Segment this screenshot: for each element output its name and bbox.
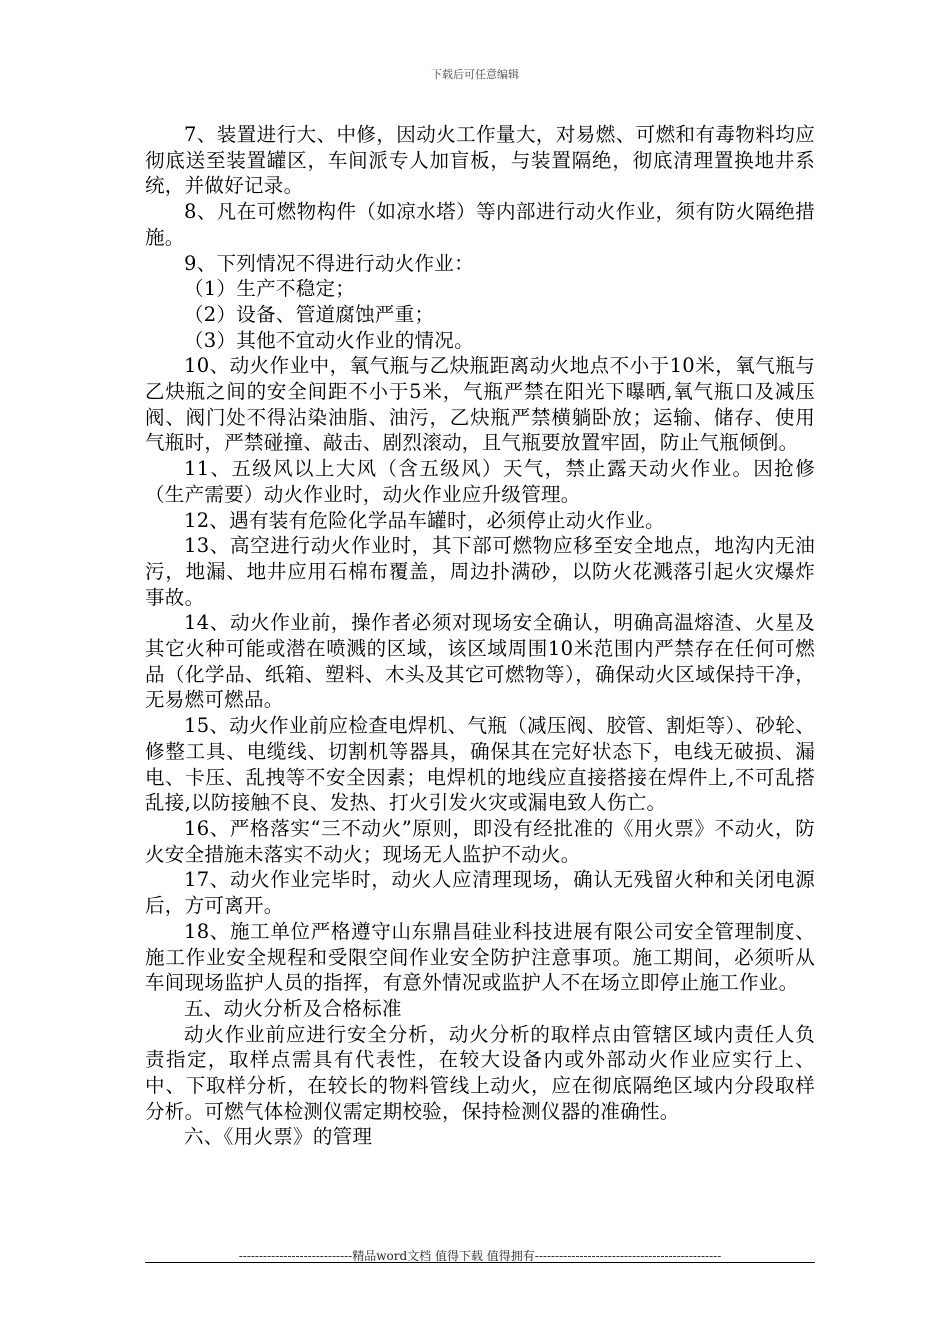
paragraph-item-16: 16、严格落实“三不动火”原则，即没有经批准的《用火票》不动火，防火安全措施未落实不动火；现场无人监护不动火。 bbox=[145, 816, 815, 866]
page-footer: ----------------------------精品word文档 值得下载 值得拥有---------------------------------------------- bbox=[238, 1249, 722, 1263]
paragraph-item-13: 13、高空进行动火作业时，其下部可燃物应移至安全地点，地沟内无油污，地漏、地井应用石棉布覆盖，周边扑满砂，以防火花溅落引起火灾爆炸事故。 bbox=[145, 534, 815, 609]
footer-divider bbox=[145, 1262, 815, 1263]
paragraph-item-18: 18、施工单位严格遵守山东鼎昌硅业科技进展有限公司安全管理制度、施工作业安全规程和受限空间作业安全防护注意事项。施工期间，必须听从车间现场监护人员的指挥，有意外情况或监护人不在场立即停止施工作业。 bbox=[145, 919, 815, 995]
paragraph-item-11: 11、五级风以上大风（含五级风）天气，禁止露天动火作业。因抢修（生产需要）动火作业时，动火作业应升级管理。 bbox=[145, 457, 815, 506]
paragraph-item-17: 17、动火作业完毕时，动火人应清理现场，确认无残留火种和关闭电源后，方可离开。 bbox=[145, 868, 815, 918]
paragraph-item-14: 14、动火作业前，操作者必须对现场安全确认，明确高温熔渣、火星及其它火种可能或潜在喷溅的区域，该区域周围10米范围内严禁存在任何可燃品（化学品、纸箱、塑料、木头及其它可燃物等），确保动火区域保持干净，无易燃可燃品。 bbox=[145, 611, 815, 712]
sub-item-2: （2）设备、管道腐蚀严重； bbox=[184, 302, 435, 326]
paragraph-item-10: 10、动火作业中，氧气瓶与乙炔瓶距离动火地点不小于10米，氧气瓶与乙炔瓶之间的安全间距不小于5米，气瓶严禁在阳光下曝晒,氧气瓶口及减压阀、阀门处不得沾染油脂、油污，乙炔瓶严禁横躺卧放；运输、储存、使用气瓶时，严禁碰撞、敲击、剧烈滚动，且气瓶要放置牢固，防止气瓶倾倒。 bbox=[145, 354, 815, 455]
page-header: 下载后可任意编辑 bbox=[431, 68, 519, 81]
section-heading-6: 六、《用火票》的管理 bbox=[184, 1125, 373, 1149]
paragraph-item-9: 9、下列情况不得进行动火作业： bbox=[184, 251, 474, 275]
paragraph-item-8: 8、凡在可燃物构件（如凉水塔）等内部进行动火作业，须有防火隔绝措施。 bbox=[145, 200, 815, 249]
paragraph-item-15: 15、动火作业前应检查电焊机、气瓶（减压阀、胶管、割炬等）、砂轮、修整工具、电缆线、切割机等器具，确保其在完好状态下，电线无破损、漏电、卡压、乱拽等不安全因素；电焊机的地线应直接搭接在焊件上,不可乱搭乱接,以防接触不良、发热、打火引发火灾或漏电致人伤亡。 bbox=[145, 714, 815, 815]
section-heading-5: 五、动火分析及合格标准 bbox=[184, 996, 402, 1020]
sub-item-1: （1）生产不稳定； bbox=[184, 277, 356, 301]
paragraph-item-7: 7、装置进行大、中修，因动火工作量大，对易燃、可燃和有毒物料均应彻底送至装置罐区，车间派专人加盲板，与装置隔绝，彻底清理置换地井系统，并做好记录。 bbox=[145, 123, 815, 198]
sub-item-3: （3）其他不宜动火作业的情况。 bbox=[184, 328, 474, 352]
section-5-body: 动火作业前应进行安全分析，动火分析的取样点由管辖区域内责任人负责指定，取样点需具有代表性，在较大设备内或外部动火作业应实行上、中、下取样分析，在较长的物料管线上动火，应在彻底隔绝区域内分段取样分析。可燃气体检测仪需定期校验，保持检测仪器的准确性。 bbox=[145, 1022, 815, 1123]
paragraph-item-12: 12、遇有装有危险化学品车罐时，必须停止动火作业。 bbox=[184, 508, 665, 532]
document-body bbox=[145, 122, 815, 1150]
